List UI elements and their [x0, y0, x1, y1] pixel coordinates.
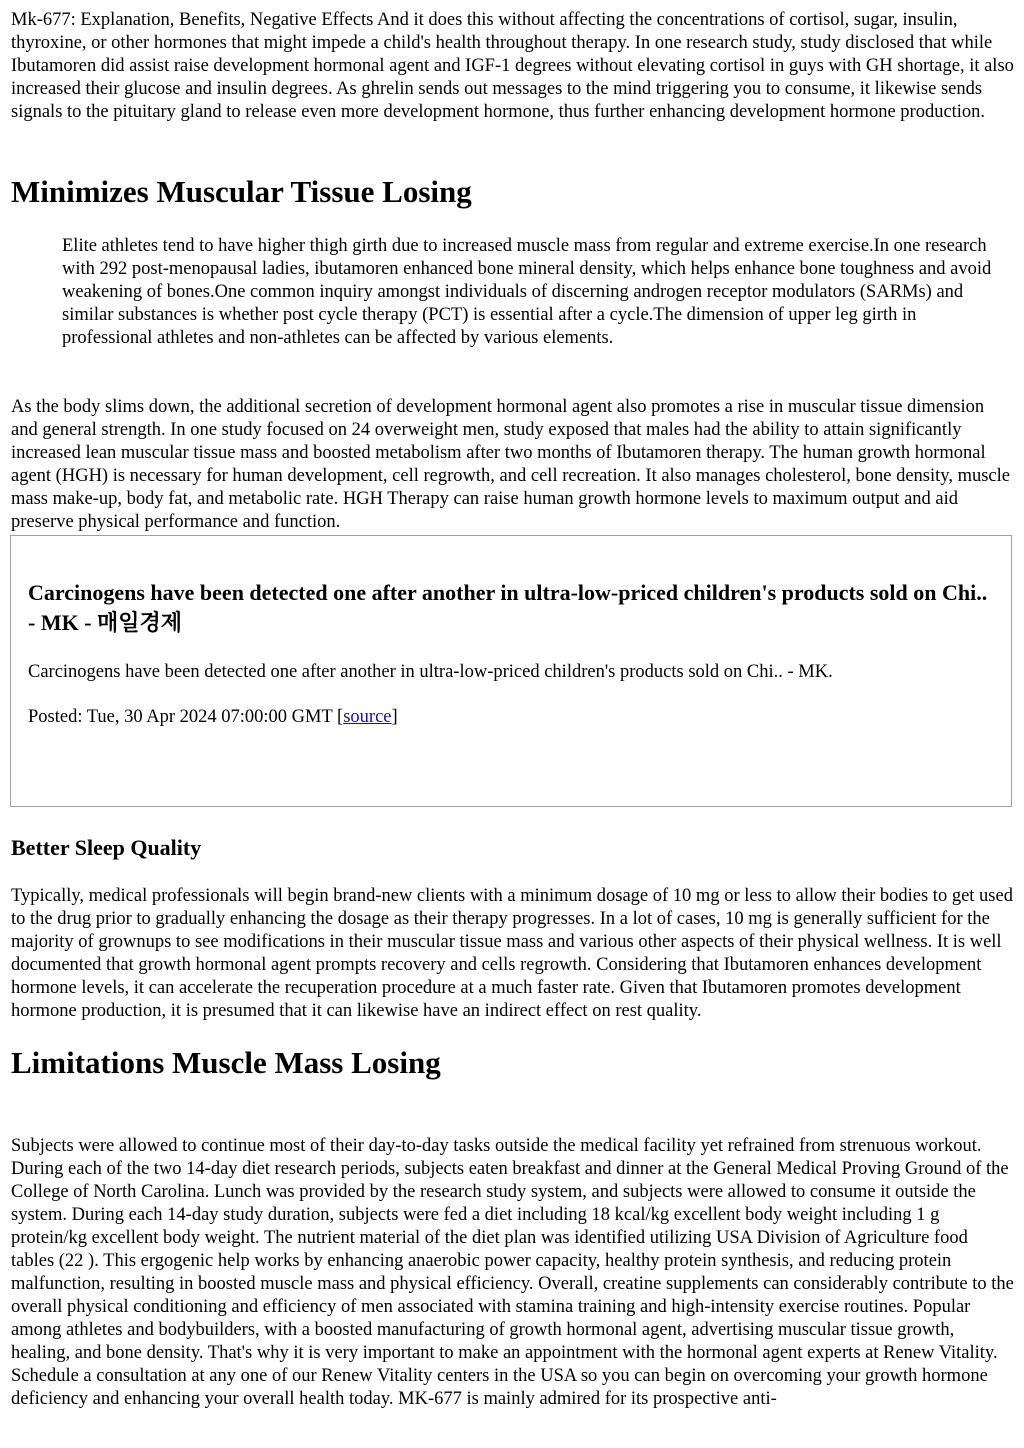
limits-paragraph: Subjects were allowed to continue most of their day-to-day tasks outside the medical facility yet refrained from strenuous workout. During each of the two 14-day diet research periods, subjects eaten breakfast and dinner at the General Medical Proving Ground of the College of North Carolina. Lunch was provided by the research study system, and subjects were allowed to consume it outside the system. During each 14-day study duration, subjects were fed a diet including 18 kcal/kg excellent body weight including 1 g protein/kg excellent body weight. The nutrient material of the diet plan was identified utilizing USA Division of Agriculture food tables (22 ). This ergogenic help works by enhancing anaerobic power capacity, healthy protein synthesis, and reducing protein malfunction, resulting in boosted muscle mass and physical efficiency. Overall, creatine supplements can considerably contribute to the overall physical conditioning and efficiency of men associated with stamina training and high-intensity exercise routines. Popular among athletes and bodybuilders, with a boosted manufacturing of growth hormonal agent, advertising muscular tissue growth, healing, and bone density. That's why it is very important to make an appointment with the hormonal agent experts at Renew Vitality. Schedule a consultation at any one of our Renew Vitality centers in the USA so you can begin on overcoming your growth hormone deficiency and enhancing your overall health today. MK-677 is mainly admired for its prospective anti- [11, 1136, 1014, 1409]
news-card [10, 535, 1012, 807]
body-paragraph-growth: As the body slims down, the additional secretion of development hormonal agent also promotes a rise in muscular tissue dimension and general strength. In one study focused on 24 overweight men, study exposed that males had the ability to attain significantly increased lean muscular tissue mass and boosted metabolism after two months of Ibutamoren therapy. The human growth hormonal agent (HGH) is necessary for human development, cell regrowth, and cell recreation. It also manages cholesterol, bone density, muscle mass make-up, body fat, and metabolic rate. HGH Therapy can raise human growth hormone levels to maximum output and aid preserve physical performance and function. [11, 397, 1010, 532]
heading-sleep-quality: Better Sleep Quality [11, 835, 202, 860]
source-link[interactable]: source [343, 707, 392, 727]
news-card-posted [28, 706, 398, 729]
sleep-paragraph: Typically, medical professionals will begin brand-new clients with a minimum dosage of 10 mg or less to allow their bodies to get used to the drug prior to gradually enhancing the dosage as their therapy progresses. In a lot of cases, 10 mg is generally sufficient for the majority of grownups to see modifications in their muscular tissue mass and various other aspects of their physical wellness. It is well documented that growth hormonal agent prompts recovery and cells regrowth. Considering that Ibutamoren enhances development hormone levels, it can accelerate the recuperation procedure at a much faster rate. Given that Ibutamoren promotes development hormone production, it is presumed that it can likewise have an indirect effect on rest quality. [11, 886, 1013, 1021]
posted-bracket: ] [391, 707, 398, 727]
heading-limits-muscle: Limitations Muscle Mass Losing [11, 1045, 441, 1080]
news-card-title: Carcinogens have been detected one after another in ultra-low-priced children's products sold on Chi.. - MK - 매일경제 [28, 580, 988, 635]
heading-muscle-losing: Minimizes Muscular Tissue Losing [11, 174, 472, 209]
blockquote-athletes: Elite athletes tend to have higher thigh girth due to increased muscle mass from regular and extreme exercise.In one research with 292 post-menopausal ladies, ibutamoren enhanced bone mineral density, which helps enhance bone toughness and avoid weakening of bones.One common inquiry amongst individuals of discerning androgen receptor modulators (SARMs) and similar substances is whether post cycle therapy (PCT) is essential after a cycle.The dimension of upper leg girth in professional athletes and non-athletes can be affected by various elements. [62, 236, 992, 348]
posted-date: Posted: Tue, 30 Apr 2024 07:00:00 GMT [ [28, 707, 344, 727]
intro-paragraph: Mk-677: Explanation, Benefits, Negative Effects And it does this without affecting the concentrations of cortisol, sugar, insulin, thyroxine, or other hormones that might impede a child's health throughout therapy. In one research study, study disclosed that while Ibutamoren did assist raise development hormonal agent and IGF-1 degrees without elevating cortisol in guys with GH shortage, it also increased their glucose and insulin degrees. As ghrelin sends out messages to the mind triggering you to consume, it likewise sends signals to the pituitary gland to release even more development hormone, thus further enhancing development hormone production. [11, 10, 1014, 122]
news-card-description: Carcinogens have been detected one after another in ultra-low-priced children's products sold on Chi.. - MK. [28, 662, 833, 682]
